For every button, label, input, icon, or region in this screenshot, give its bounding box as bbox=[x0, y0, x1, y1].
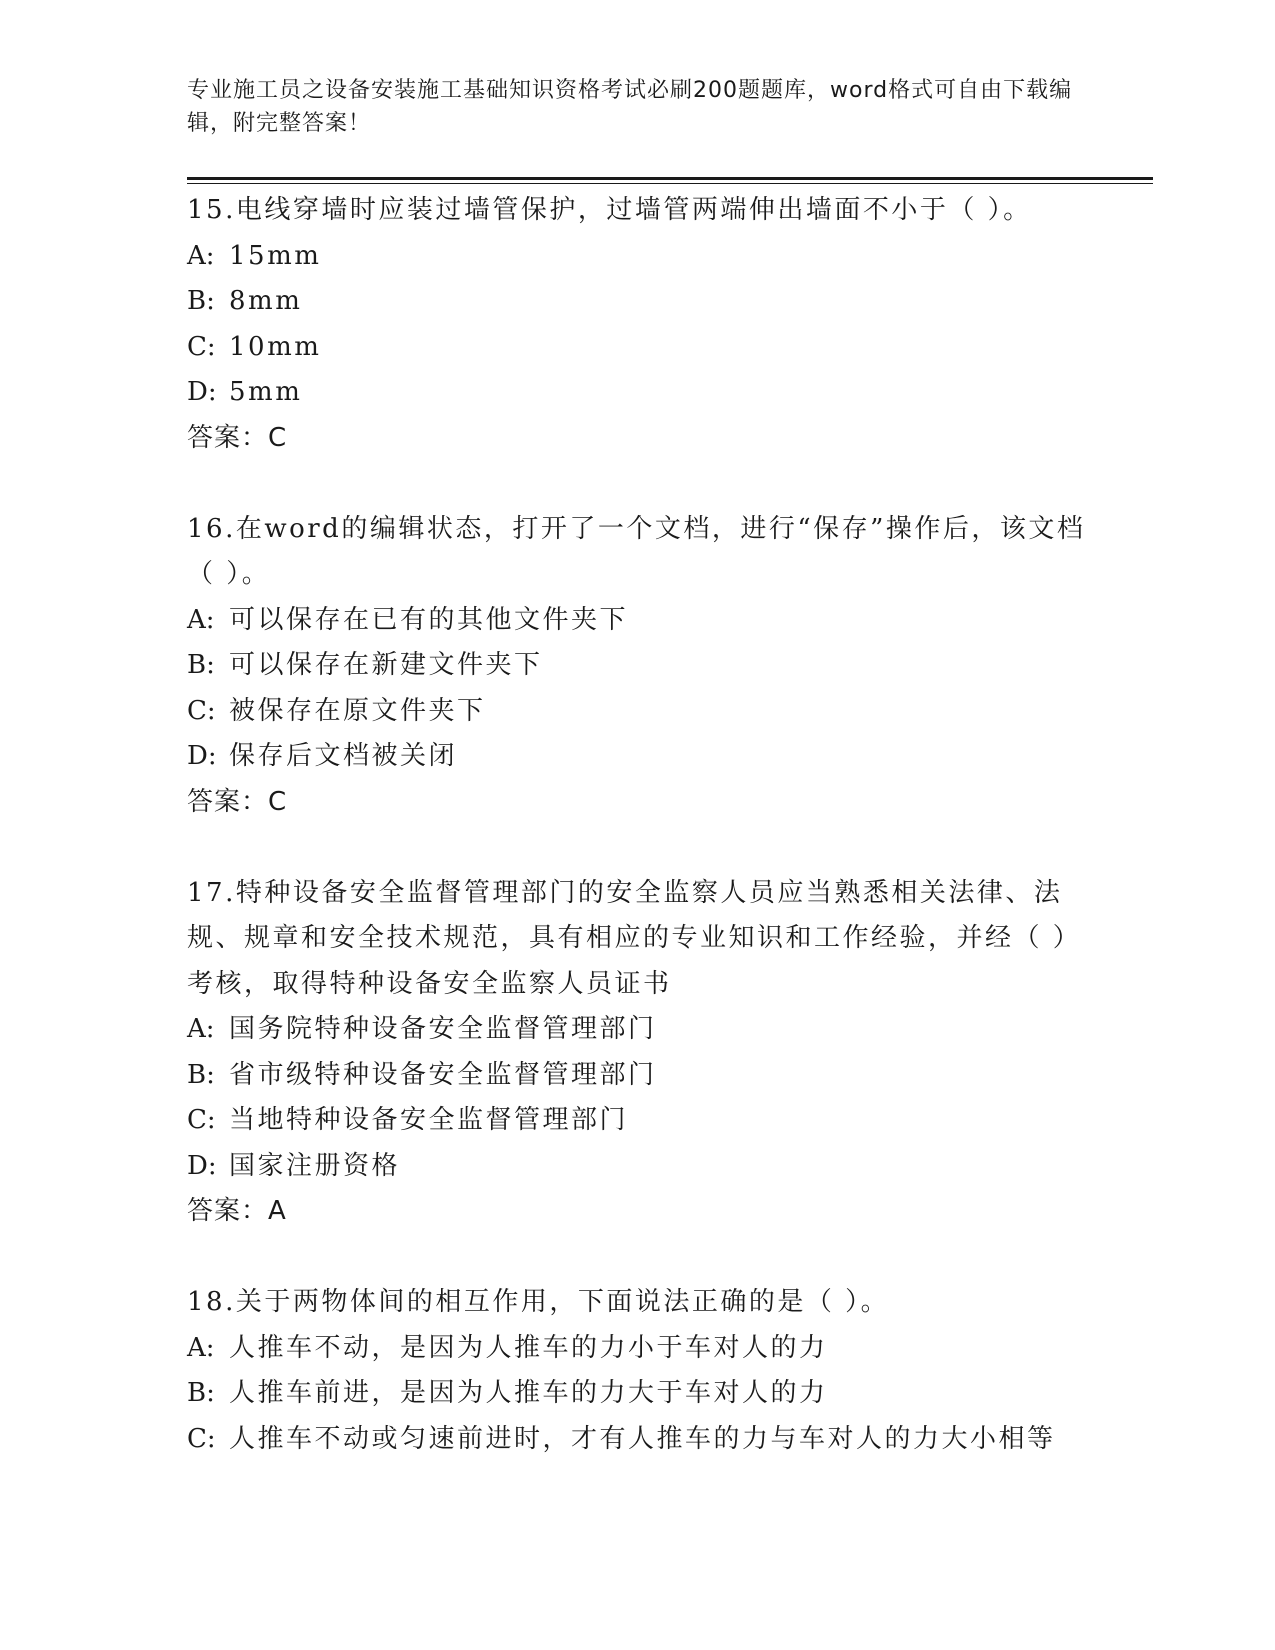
question-stem: 15.电线穿墙时应装过墙管保护，过墙管两端伸出墙面不小于（ ）。 bbox=[187, 195, 1032, 225]
question-stem: 17.特种设备安全监督管理部门的安全监察人员应当熟悉相关法律、法规、规章和安全技术规范，具有相应的专业知识和工作经验，并经（ ）考核，取得特种设备安全监察人员证书 bbox=[187, 877, 1082, 999]
option-text: 保存后文档被关闭 bbox=[229, 741, 458, 771]
answer-option bbox=[187, 234, 1087, 280]
option-text: 可以保存在已有的其他文件夹下 bbox=[229, 604, 629, 635]
option-key: D: bbox=[187, 377, 217, 407]
answer-option bbox=[187, 1144, 1087, 1190]
answer-option bbox=[187, 1417, 1087, 1463]
answer-value: A bbox=[268, 1196, 287, 1226]
header-divider-thin bbox=[187, 183, 1153, 184]
option-key: D: bbox=[187, 1150, 217, 1181]
answer-option bbox=[187, 1326, 1087, 1372]
answer-option bbox=[187, 689, 1087, 735]
option-key: B: bbox=[187, 1378, 215, 1408]
answer-option bbox=[187, 370, 1087, 416]
option-text: 被保存在原文件夹下 bbox=[229, 695, 486, 726]
option-key: B: bbox=[187, 286, 215, 316]
option-text: 10mm bbox=[229, 331, 322, 362]
question-block bbox=[187, 871, 1087, 1235]
question-block bbox=[187, 1280, 1087, 1462]
option-key: C: bbox=[187, 1423, 216, 1454]
question-block bbox=[187, 507, 1087, 826]
header-divider-thick bbox=[187, 177, 1153, 180]
question-block bbox=[187, 188, 1087, 461]
option-text: 人推车不动或匀速前进时，才有人推车的力与车对人的力大小相等 bbox=[229, 1423, 1056, 1454]
answer-value: C bbox=[268, 422, 288, 453]
answer-line bbox=[187, 416, 1087, 462]
answer-option bbox=[187, 1098, 1087, 1144]
option-text: 国家注册资格 bbox=[229, 1150, 401, 1181]
option-text: 人推车前进，是因为人推车的力大于车对人的力 bbox=[229, 1378, 828, 1408]
option-text: 5mm bbox=[229, 377, 303, 407]
answer-option bbox=[187, 598, 1087, 644]
option-key: D: bbox=[187, 741, 217, 771]
answer-label: 答案： bbox=[187, 786, 269, 817]
answer-line bbox=[187, 780, 1087, 826]
option-text: 人推车不动，是因为人推车的力小于车对人的力 bbox=[229, 1332, 828, 1363]
option-text: 8mm bbox=[229, 286, 303, 316]
answer-option bbox=[187, 279, 1087, 325]
answer-option bbox=[187, 1371, 1087, 1417]
option-text: 当地特种设备安全监督管理部门 bbox=[229, 1105, 629, 1135]
question-stem: 18.关于两物体间的相互作用，下面说法正确的是（ ）。 bbox=[187, 1287, 890, 1317]
answer-value: C bbox=[268, 786, 288, 817]
answer-option bbox=[187, 734, 1087, 780]
answer-option bbox=[187, 1053, 1087, 1099]
option-text: 可以保存在新建文件夹下 bbox=[229, 650, 543, 680]
document-header: 专业施工员之设备安装施工基础知识资格考试必刷200题题库，word格式可自由下载编辑，附完整答案！ bbox=[187, 78, 1073, 136]
option-key: B: bbox=[187, 1059, 215, 1090]
answer-line bbox=[187, 1189, 1087, 1235]
answer-option bbox=[187, 325, 1087, 371]
question-list bbox=[187, 188, 1087, 1462]
answer-label: 答案： bbox=[187, 1196, 269, 1226]
answer-label: 答案： bbox=[187, 422, 269, 453]
option-key: B: bbox=[187, 650, 215, 680]
answer-option bbox=[187, 1007, 1087, 1053]
option-text: 国务院特种设备安全监督管理部门 bbox=[229, 1014, 657, 1044]
option-key: C: bbox=[187, 331, 216, 362]
question-stem: 16.在word的编辑状态，打开了一个文档，进行“保存”操作后，该文档（ ）。 bbox=[187, 513, 1086, 589]
option-key: C: bbox=[187, 1105, 216, 1135]
option-key: A: bbox=[187, 1014, 215, 1044]
option-text: 15mm bbox=[229, 240, 322, 271]
option-key: C: bbox=[187, 695, 216, 726]
option-key: A: bbox=[187, 604, 215, 635]
option-key: A: bbox=[187, 1332, 215, 1363]
option-key: A: bbox=[187, 240, 215, 271]
answer-option bbox=[187, 643, 1087, 689]
option-text: 省市级特种设备安全监督管理部门 bbox=[229, 1059, 657, 1090]
